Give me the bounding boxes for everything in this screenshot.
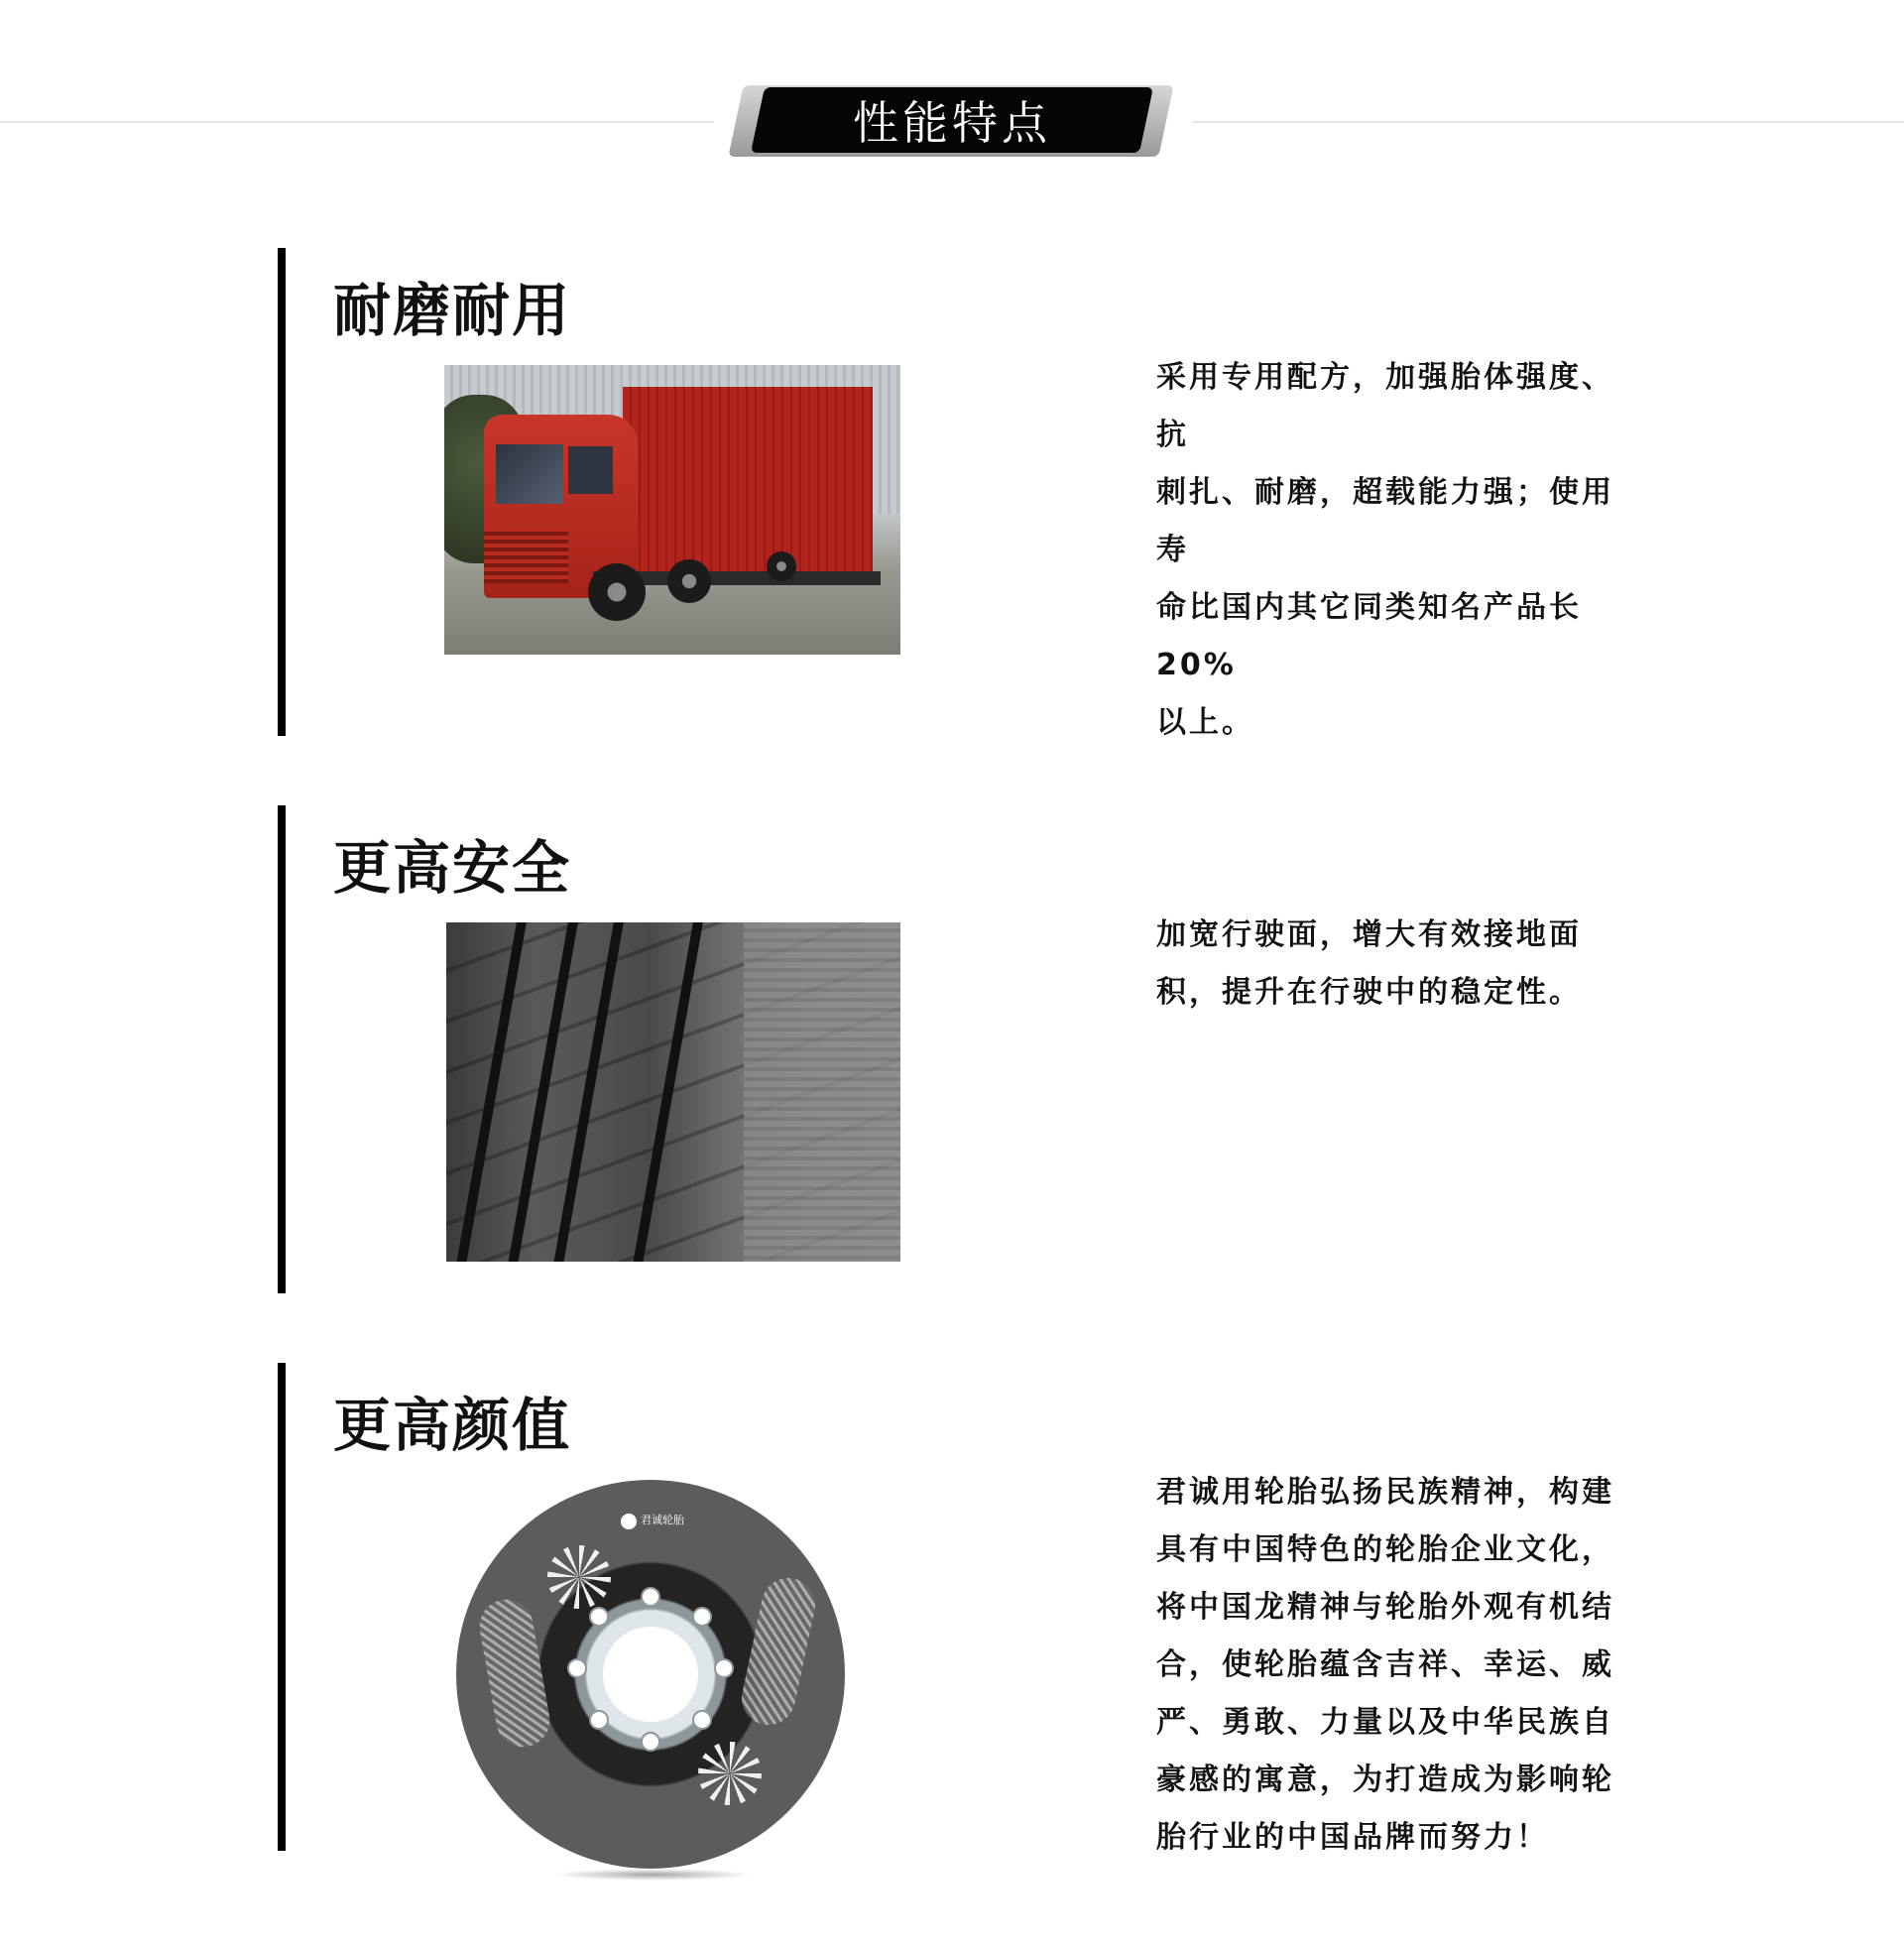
truck-wheel <box>767 551 796 581</box>
tread-groove <box>630 922 704 1262</box>
tire-brand-logo <box>621 1512 694 1531</box>
truck-cargo-box <box>623 387 873 575</box>
description-line: 刺扎、耐磨，超载能力强；使用寿 <box>1156 475 1614 567</box>
brand-logo-icon <box>621 1514 637 1529</box>
wheel-bolt-hole <box>589 1710 609 1730</box>
description-line: 豪感的寓意，为打造成为影响轮 <box>1156 1763 1614 1797</box>
section-heading: 更高安全 <box>333 834 572 902</box>
section-accent-bar <box>278 805 286 1293</box>
sunburst-ornament <box>698 1742 762 1805</box>
description-line: 具有中国特色的轮胎企业文化， <box>1156 1532 1614 1567</box>
header-divider-left <box>0 121 714 123</box>
page-title: 性能特点 <box>853 96 1051 150</box>
feature-section-appearance <box>0 1363 1904 1855</box>
wheel-bolt-hole <box>692 1607 712 1627</box>
section-description <box>1156 1464 1642 1867</box>
section-description <box>1156 349 1642 752</box>
wheel-bolt-hole <box>641 1587 660 1607</box>
tire-sidewall <box>744 922 900 1262</box>
tire-shadow <box>553 1869 752 1881</box>
truck-wheel <box>588 563 646 621</box>
feature-section-safety <box>0 805 1904 1293</box>
wheel-bolt-hole <box>567 1658 587 1678</box>
wheel-bolt-hole <box>589 1607 609 1627</box>
truck-windshield <box>496 444 563 504</box>
description-line: 采用专用配方，加强胎体强度、抗 <box>1156 360 1614 452</box>
section-description <box>1156 907 1642 1022</box>
feature-section-durability <box>0 248 1904 740</box>
brand-logo-text: 君诚轮胎 <box>641 1514 684 1526</box>
description-line: 将中国龙精神与轮胎外观有机结 <box>1156 1590 1614 1625</box>
section-accent-bar <box>278 248 286 736</box>
tire-tread-photo <box>446 922 900 1262</box>
section-title-badge <box>736 85 1166 157</box>
description-line: 严、勇敢、力量以及中华民族自 <box>1156 1705 1614 1740</box>
description-line: 加宽行驶面，增大有效接地面 <box>1156 917 1582 952</box>
section-heading: 更高颜值 <box>333 1392 572 1459</box>
wheel-hub <box>603 1627 698 1722</box>
description-line: 胎行业的中国品牌而努力！ <box>1156 1820 1549 1855</box>
truck-side-window <box>568 446 613 494</box>
description-line: 命比国内其它同类知名产品长20% <box>1156 590 1582 682</box>
description-line: 君诚用轮胎弘扬民族精神，构建 <box>1156 1475 1614 1510</box>
description-line: 合，使轮胎蕴含吉祥、幸运、威 <box>1156 1647 1614 1682</box>
truck-wheel <box>667 559 711 603</box>
section-heading: 耐磨耐用 <box>333 277 572 344</box>
decorated-tire-photo <box>454 1480 851 1886</box>
wheel-bolt-hole <box>692 1710 712 1730</box>
sunburst-ornament <box>547 1545 611 1609</box>
section-accent-bar <box>278 1363 286 1851</box>
description-line: 积，提升在行驶中的稳定性。 <box>1156 975 1582 1010</box>
header-divider-right <box>1192 121 1904 123</box>
truck-grille <box>484 529 568 583</box>
truck-photo <box>444 365 900 655</box>
wheel-bolt-hole <box>714 1658 734 1678</box>
wheel-bolt-hole <box>641 1732 660 1752</box>
description-line: 以上。 <box>1156 705 1254 740</box>
